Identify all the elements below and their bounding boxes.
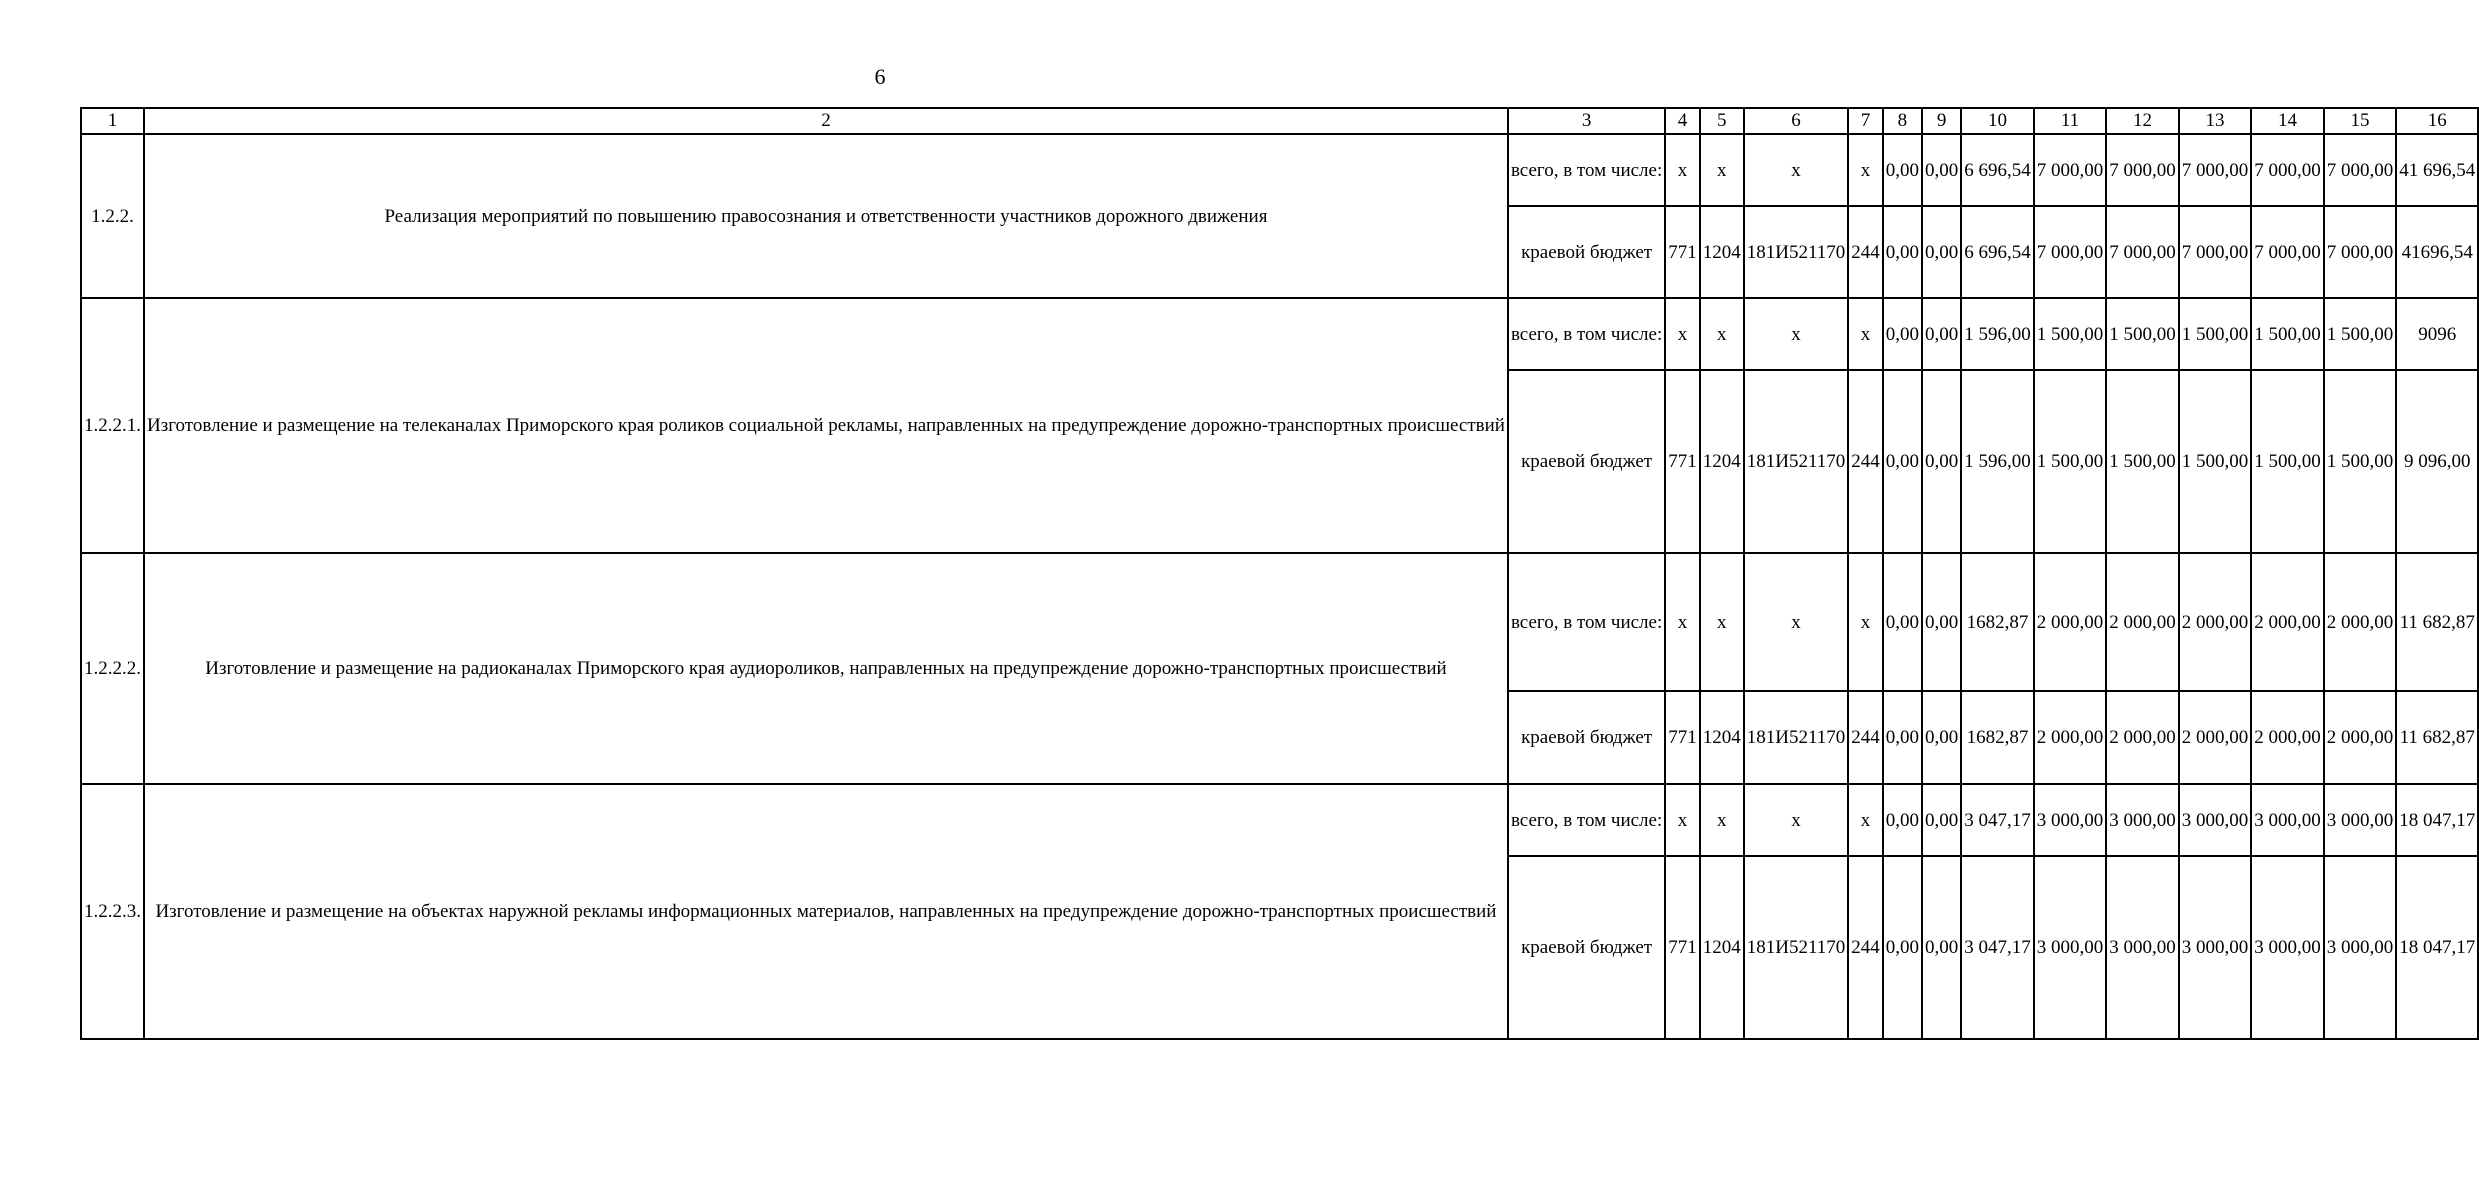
cell-c14: 3 000,00 [2251, 784, 2324, 856]
funding-source: всего, в том числе: [1508, 553, 1665, 691]
cell-c15: 3 000,00 [2324, 784, 2397, 856]
cell-c15: 2 000,00 [2324, 691, 2397, 784]
cell-c10: 6 696,54 [1961, 206, 2034, 298]
cell-c6: х [1744, 298, 1849, 370]
column-header: 3 [1508, 108, 1665, 134]
cell-c8: 0,00 [1883, 784, 1922, 856]
cell-c12: 7 000,00 [2106, 206, 2179, 298]
item-code: 1.2.2.3. [81, 784, 144, 1039]
cell-c7: 244 [1848, 206, 1883, 298]
cell-c12: 3 000,00 [2106, 856, 2179, 1039]
cell-c7: 244 [1848, 691, 1883, 784]
table-row-total [81, 553, 2478, 691]
cell-c4: 771 [1665, 206, 1700, 298]
cell-c12: 1 500,00 [2106, 370, 2179, 553]
cell-c8: 0,00 [1883, 856, 1922, 1039]
column-header: 15 [2324, 108, 2397, 134]
cell-c6: х [1744, 134, 1849, 206]
cell-c10: 1 596,00 [1961, 298, 2034, 370]
cell-c14: 1 500,00 [2251, 370, 2324, 553]
cell-c4: 771 [1665, 691, 1700, 784]
cell-c10: 3 047,17 [1961, 784, 2034, 856]
cell-c13: 7 000,00 [2179, 134, 2252, 206]
item-description: Изготовление и размещение на объектах наружной рекламы информационных материалов, направленных на предупреждение дорожно-транспортных происшествий [144, 784, 1508, 1039]
funding-source: всего, в том числе: [1508, 298, 1665, 370]
funding-source: всего, в том числе: [1508, 134, 1665, 206]
cell-c11: 1 500,00 [2034, 370, 2107, 553]
cell-c8: 0,00 [1883, 298, 1922, 370]
column-header: 5 [1700, 108, 1744, 134]
cell-c4: х [1665, 298, 1700, 370]
cell-c9: 0,00 [1922, 784, 1961, 856]
cell-c14: 2 000,00 [2251, 553, 2324, 691]
cell-c14: 7 000,00 [2251, 134, 2324, 206]
cell-c11: 7 000,00 [2034, 206, 2107, 298]
column-header: 9 [1922, 108, 1961, 134]
cell-c6: х [1744, 784, 1849, 856]
cell-c5: х [1700, 298, 1744, 370]
budget-table [80, 107, 2479, 1040]
cell-c15: 1 500,00 [2324, 370, 2397, 553]
cell-c5: 1204 [1700, 370, 1744, 553]
column-header: 11 [2034, 108, 2107, 134]
cell-c7: х [1848, 134, 1883, 206]
cell-c16: 41 696,54 [2396, 134, 2478, 206]
cell-c5: 1204 [1700, 856, 1744, 1039]
cell-c13: 1 500,00 [2179, 298, 2252, 370]
cell-c7: 244 [1848, 856, 1883, 1039]
cell-c8: 0,00 [1883, 370, 1922, 553]
column-number-row [81, 108, 2478, 134]
cell-c7: х [1848, 298, 1883, 370]
cell-c8: 0,00 [1883, 691, 1922, 784]
cell-c15: 2 000,00 [2324, 553, 2397, 691]
column-header: 1 [81, 108, 144, 134]
cell-c16: 11 682,87 [2396, 691, 2478, 784]
cell-c16: 18 047,17 [2396, 784, 2478, 856]
funding-source: краевой бюджет [1508, 856, 1665, 1039]
column-header: 7 [1848, 108, 1883, 134]
cell-c14: 7 000,00 [2251, 206, 2324, 298]
cell-c11: 1 500,00 [2034, 298, 2107, 370]
cell-c5: 1204 [1700, 206, 1744, 298]
cell-c14: 1 500,00 [2251, 298, 2324, 370]
cell-c15: 7 000,00 [2324, 134, 2397, 206]
cell-c6: 181И521170 [1744, 856, 1849, 1039]
cell-c7: х [1848, 784, 1883, 856]
cell-c16: 9 096,00 [2396, 370, 2478, 553]
cell-c12: 7 000,00 [2106, 134, 2179, 206]
cell-c10: 6 696,54 [1961, 134, 2034, 206]
cell-c13: 2 000,00 [2179, 691, 2252, 784]
column-header: 14 [2251, 108, 2324, 134]
cell-c12: 1 500,00 [2106, 298, 2179, 370]
cell-c10: 1682,87 [1961, 691, 2034, 784]
cell-c8: 0,00 [1883, 134, 1922, 206]
column-header: 6 [1744, 108, 1849, 134]
column-header: 4 [1665, 108, 1700, 134]
cell-c8: 0,00 [1883, 553, 1922, 691]
cell-c11: 3 000,00 [2034, 856, 2107, 1039]
cell-c6: 181И521170 [1744, 370, 1849, 553]
cell-c7: 244 [1848, 370, 1883, 553]
cell-c9: 0,00 [1922, 856, 1961, 1039]
cell-c13: 7 000,00 [2179, 206, 2252, 298]
cell-c11: 2 000,00 [2034, 691, 2107, 784]
cell-c6: х [1744, 553, 1849, 691]
funding-source: краевой бюджет [1508, 370, 1665, 553]
cell-c15: 1 500,00 [2324, 298, 2397, 370]
cell-c6: 181И521170 [1744, 691, 1849, 784]
cell-c12: 3 000,00 [2106, 784, 2179, 856]
cell-c9: 0,00 [1922, 370, 1961, 553]
cell-c13: 1 500,00 [2179, 370, 2252, 553]
cell-c11: 7 000,00 [2034, 134, 2107, 206]
cell-c4: х [1665, 784, 1700, 856]
cell-c4: х [1665, 134, 1700, 206]
cell-c7: х [1848, 553, 1883, 691]
page-number: 6 [874, 64, 886, 89]
cell-c5: х [1700, 134, 1744, 206]
cell-c12: 2 000,00 [2106, 691, 2179, 784]
funding-source: краевой бюджет [1508, 691, 1665, 784]
cell-c13: 2 000,00 [2179, 553, 2252, 691]
column-header: 10 [1961, 108, 2034, 134]
cell-c5: 1204 [1700, 691, 1744, 784]
cell-c16: 9096 [2396, 298, 2478, 370]
cell-c4: 771 [1665, 370, 1700, 553]
cell-c13: 3 000,00 [2179, 856, 2252, 1039]
funding-source: краевой бюджет [1508, 206, 1665, 298]
cell-c14: 2 000,00 [2251, 691, 2324, 784]
column-header: 2 [144, 108, 1508, 134]
item-code: 1.2.2.2. [81, 553, 144, 784]
cell-c5: х [1700, 553, 1744, 691]
column-header: 13 [2179, 108, 2252, 134]
column-header: 16 [2396, 108, 2478, 134]
cell-c4: х [1665, 553, 1700, 691]
cell-c10: 1 596,00 [1961, 370, 2034, 553]
item-description: Реализация мероприятий по повышению правосознания и ответственности участников дорожного движения [144, 134, 1508, 298]
cell-c9: 0,00 [1922, 298, 1961, 370]
table-row-total [81, 134, 2478, 206]
funding-source: всего, в том числе: [1508, 784, 1665, 856]
item-code: 1.2.2. [81, 134, 144, 298]
column-header: 8 [1883, 108, 1922, 134]
cell-c13: 3 000,00 [2179, 784, 2252, 856]
column-header: 12 [2106, 108, 2179, 134]
cell-c14: 3 000,00 [2251, 856, 2324, 1039]
cell-c9: 0,00 [1922, 691, 1961, 784]
cell-c11: 3 000,00 [2034, 784, 2107, 856]
item-description: Изготовление и размещение на телеканалах Приморского края роликов социальной рекламы, направленных на предупреждение дорожно-транспортных происшествий [144, 298, 1508, 553]
item-description: Изготовление и размещение на радиоканалах Приморского края аудиороликов, направленных на предупреждение дорожно-транспортных происшествий [144, 553, 1508, 784]
table-row-total [81, 784, 2478, 856]
cell-c9: 0,00 [1922, 134, 1961, 206]
cell-c4: 771 [1665, 856, 1700, 1039]
cell-c15: 7 000,00 [2324, 206, 2397, 298]
cell-c5: х [1700, 784, 1744, 856]
item-code: 1.2.2.1. [81, 298, 144, 553]
cell-c11: 2 000,00 [2034, 553, 2107, 691]
cell-c12: 2 000,00 [2106, 553, 2179, 691]
cell-c10: 3 047,17 [1961, 856, 2034, 1039]
table-body [81, 134, 2478, 1039]
cell-c16: 18 047,17 [2396, 856, 2478, 1039]
cell-c16: 41696,54 [2396, 206, 2478, 298]
cell-c10: 1682,87 [1961, 553, 2034, 691]
cell-c6: 181И521170 [1744, 206, 1849, 298]
cell-c9: 0,00 [1922, 206, 1961, 298]
cell-c8: 0,00 [1883, 206, 1922, 298]
cell-c16: 11 682,87 [2396, 553, 2478, 691]
cell-c15: 3 000,00 [2324, 856, 2397, 1039]
cell-c9: 0,00 [1922, 553, 1961, 691]
table-row-total [81, 298, 2478, 370]
